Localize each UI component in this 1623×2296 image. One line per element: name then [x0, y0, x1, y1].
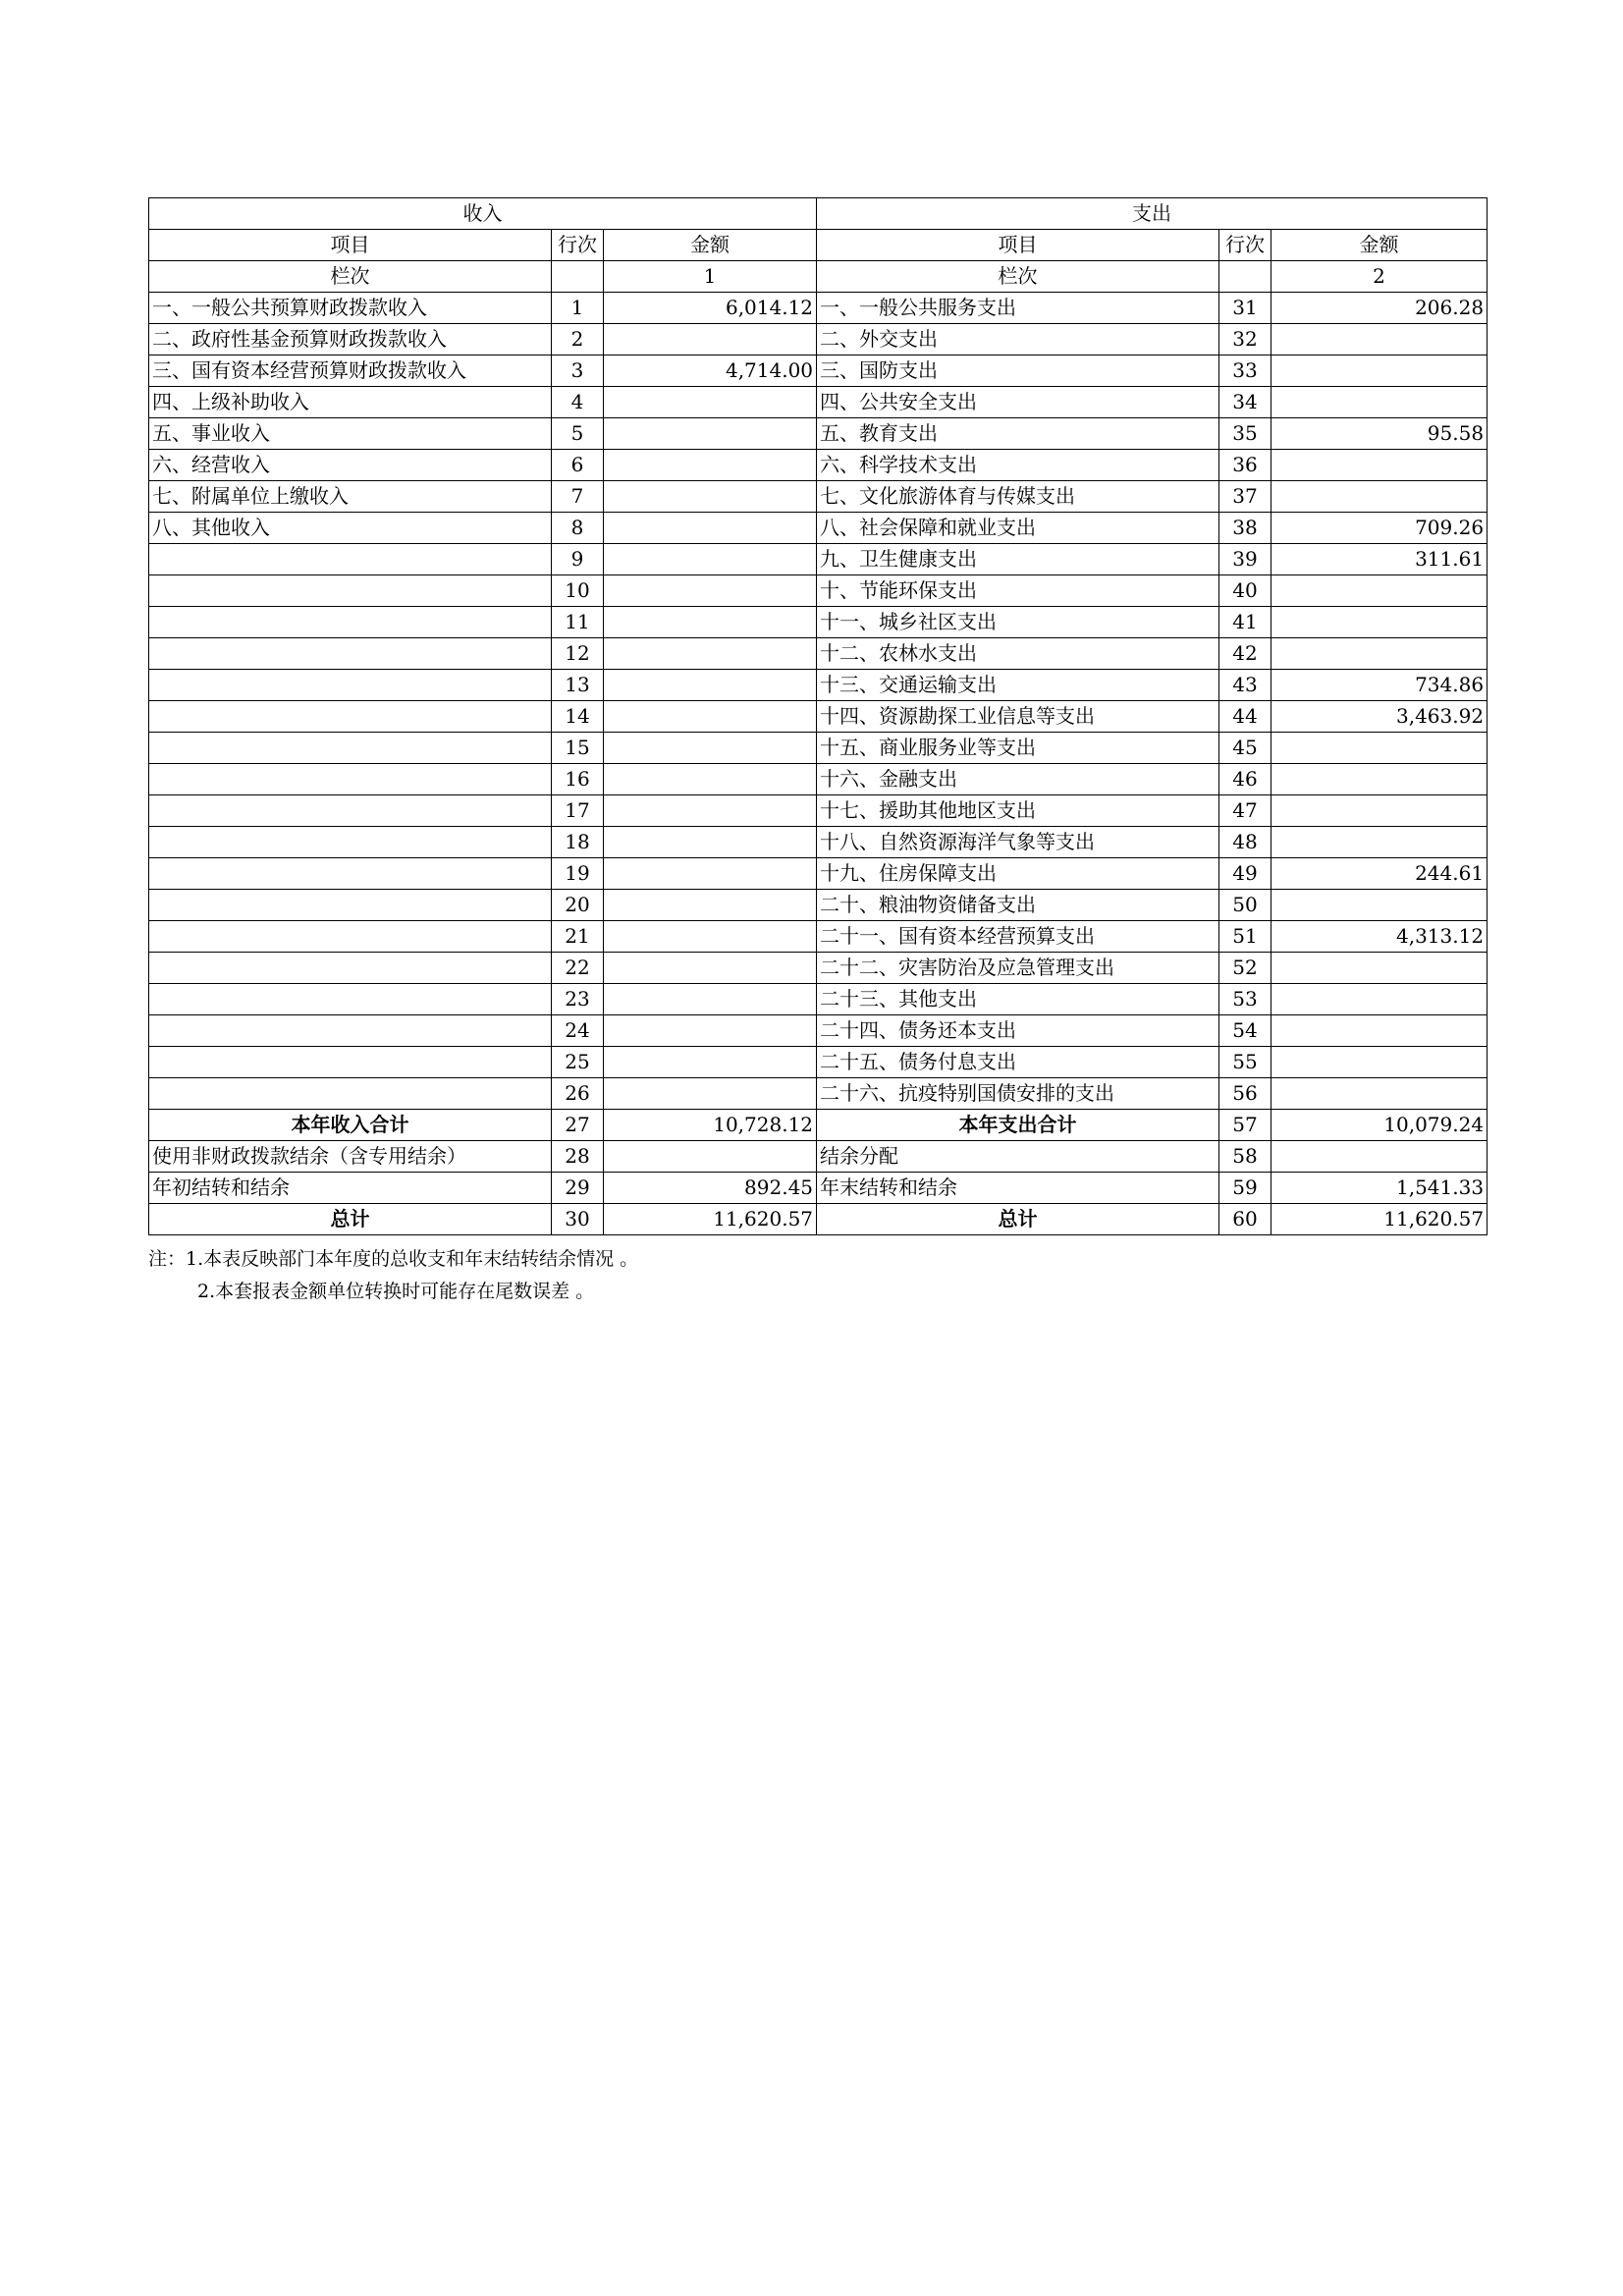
table-row	[149, 764, 1488, 795]
expense-item-name: 八、社会保障和就业支出	[817, 513, 1219, 544]
table-row	[149, 670, 1488, 701]
expense-lanci-label: 栏次	[817, 261, 1219, 293]
income-amount	[604, 513, 817, 544]
expense-item-name: 五、教育支出	[817, 418, 1219, 450]
income-item-name: 五、事业收入	[149, 418, 552, 450]
income-row-no: 10	[552, 575, 604, 607]
table-row	[149, 921, 1488, 953]
income-row-no: 12	[552, 638, 604, 670]
expense-row-no-header: 行次	[1219, 230, 1271, 261]
expense-item-name: 二十三、其他支出	[817, 984, 1219, 1015]
table-row	[149, 701, 1488, 733]
expense-amount: 11,620.57	[1271, 1204, 1488, 1235]
income-amount: 6,014.12	[604, 293, 817, 324]
income-item-name	[149, 858, 552, 890]
income-item-name	[149, 1078, 552, 1110]
income-amount	[604, 858, 817, 890]
income-row-no: 21	[552, 921, 604, 953]
income-amount: 10,728.12	[604, 1110, 817, 1141]
income-amount	[604, 670, 817, 701]
income-item-name: 年初结转和结余	[149, 1173, 552, 1204]
expense-row-no: 39	[1219, 544, 1271, 575]
expense-section-title: 支出	[817, 198, 1488, 230]
income-item-name: 一、一般公共预算财政拨款收入	[149, 293, 552, 324]
expense-row-no: 57	[1219, 1110, 1271, 1141]
income-expense-table	[148, 197, 1488, 1235]
expense-item-name: 一、一般公共服务支出	[817, 293, 1219, 324]
income-row-no: 3	[552, 355, 604, 387]
income-row-no: 4	[552, 387, 604, 418]
income-amount: 892.45	[604, 1173, 817, 1204]
income-item-name	[149, 764, 552, 795]
expense-item-name: 总计	[817, 1204, 1219, 1235]
expense-amount	[1271, 1015, 1488, 1047]
income-amount	[604, 890, 817, 921]
expense-item-name: 三、国防支出	[817, 355, 1219, 387]
expense-item-name: 二十四、债务还本支出	[817, 1015, 1219, 1047]
expense-row-no: 32	[1219, 324, 1271, 355]
expense-amount: 206.28	[1271, 293, 1488, 324]
column-header-row	[149, 230, 1488, 261]
table-row	[149, 795, 1488, 827]
table-row	[149, 387, 1488, 418]
income-item-name	[149, 827, 552, 858]
expense-item-name: 二十一、国有资本经营预算支出	[817, 921, 1219, 953]
income-amount: 11,620.57	[604, 1204, 817, 1235]
income-row-no: 20	[552, 890, 604, 921]
income-item-name	[149, 733, 552, 764]
expense-amount	[1271, 764, 1488, 795]
table-row	[149, 607, 1488, 638]
income-section-title: 收入	[149, 198, 817, 230]
income-row-no: 30	[552, 1204, 604, 1235]
income-amount	[604, 733, 817, 764]
expense-row-no: 36	[1219, 450, 1271, 481]
table-row	[149, 355, 1488, 387]
expense-amount: 10,079.24	[1271, 1110, 1488, 1141]
income-lanci-label: 栏次	[149, 261, 552, 293]
income-item-name	[149, 890, 552, 921]
expense-row-no: 48	[1219, 827, 1271, 858]
income-amount	[604, 701, 817, 733]
income-row-no: 6	[552, 450, 604, 481]
grand-total-row	[149, 1204, 1488, 1235]
table-row	[149, 1078, 1488, 1110]
income-amount	[604, 607, 817, 638]
income-row-no: 7	[552, 481, 604, 513]
expense-item-name: 二十五、债务付息支出	[817, 1047, 1219, 1078]
income-amount	[604, 450, 817, 481]
income-amount-header: 金额	[604, 230, 817, 261]
expense-item-name: 四、公共安全支出	[817, 387, 1219, 418]
expense-row-no: 52	[1219, 953, 1271, 984]
table-row	[149, 858, 1488, 890]
table-row	[149, 984, 1488, 1015]
expense-amount	[1271, 481, 1488, 513]
expense-amount: 311.61	[1271, 544, 1488, 575]
income-item-name	[149, 953, 552, 984]
income-item-name	[149, 795, 552, 827]
expense-amount: 734.86	[1271, 670, 1488, 701]
income-amount	[604, 575, 817, 607]
table-row	[149, 513, 1488, 544]
expense-row-no: 49	[1219, 858, 1271, 890]
income-item-name	[149, 607, 552, 638]
income-row-no: 13	[552, 670, 604, 701]
expense-column-index: 2	[1271, 261, 1488, 293]
expense-amount	[1271, 733, 1488, 764]
income-row-no: 5	[552, 418, 604, 450]
income-amount	[604, 1047, 817, 1078]
income-item-name	[149, 921, 552, 953]
expense-amount: 244.61	[1271, 858, 1488, 890]
income-lanci-blank	[552, 261, 604, 293]
expense-item-name: 十三、交通运输支出	[817, 670, 1219, 701]
expense-amount	[1271, 795, 1488, 827]
income-item-name	[149, 1015, 552, 1047]
expense-row-no: 37	[1219, 481, 1271, 513]
income-row-no: 9	[552, 544, 604, 575]
expense-amount	[1271, 607, 1488, 638]
income-row-no: 11	[552, 607, 604, 638]
income-item-name	[149, 984, 552, 1015]
income-row-no: 23	[552, 984, 604, 1015]
expense-amount	[1271, 575, 1488, 607]
income-row-no: 27	[552, 1110, 604, 1141]
income-item-name	[149, 1047, 552, 1078]
income-item-name: 八、其他收入	[149, 513, 552, 544]
income-amount	[604, 764, 817, 795]
table-row	[149, 1015, 1488, 1047]
expense-amount	[1271, 1141, 1488, 1173]
income-item-name: 七、附属单位上缴收入	[149, 481, 552, 513]
table-row	[149, 324, 1488, 355]
income-amount	[604, 1141, 817, 1173]
income-row-no: 14	[552, 701, 604, 733]
expense-row-no: 46	[1219, 764, 1271, 795]
income-item-name	[149, 575, 552, 607]
income-item-name: 三、国有资本经营预算财政拨款收入	[149, 355, 552, 387]
table-row	[149, 1141, 1488, 1173]
table-row	[149, 638, 1488, 670]
expense-row-no: 45	[1219, 733, 1271, 764]
expense-amount	[1271, 984, 1488, 1015]
income-amount	[604, 795, 817, 827]
expense-row-no: 44	[1219, 701, 1271, 733]
income-amount	[604, 953, 817, 984]
expense-amount-header: 金额	[1271, 230, 1488, 261]
expense-row-no: 42	[1219, 638, 1271, 670]
expense-item-name: 十八、自然资源海洋气象等支出	[817, 827, 1219, 858]
income-item-name: 使用非财政拨款结余（含专用结余）	[149, 1141, 552, 1173]
expense-item-name: 十一、城乡社区支出	[817, 607, 1219, 638]
expense-item-name: 二、外交支出	[817, 324, 1219, 355]
income-row-no: 15	[552, 733, 604, 764]
expense-row-no: 38	[1219, 513, 1271, 544]
income-item-name	[149, 638, 552, 670]
note-line-1: 注：1.本表反映部门本年度的总收支和年末结转结余情况 。	[148, 1248, 639, 1270]
income-row-no: 25	[552, 1047, 604, 1078]
expense-row-no: 31	[1219, 293, 1271, 324]
income-amount	[604, 387, 817, 418]
expense-amount	[1271, 638, 1488, 670]
expense-row-no: 35	[1219, 418, 1271, 450]
income-amount	[604, 544, 817, 575]
section-header-row	[149, 198, 1488, 230]
income-amount	[604, 324, 817, 355]
expense-item-name: 九、卫生健康支出	[817, 544, 1219, 575]
income-row-no: 19	[552, 858, 604, 890]
income-amount	[604, 827, 817, 858]
income-row-no: 22	[552, 953, 604, 984]
income-item-name: 四、上级补助收入	[149, 387, 552, 418]
note-line-2: 2.本套报表金额单位转换时可能存在尾数误差 。	[197, 1281, 595, 1302]
income-row-no: 16	[552, 764, 604, 795]
expense-item-name: 本年支出合计	[817, 1110, 1219, 1141]
table-row	[149, 575, 1488, 607]
table-row	[149, 418, 1488, 450]
expense-amount: 3,463.92	[1271, 701, 1488, 733]
income-column-index: 1	[604, 261, 817, 293]
table-row	[149, 293, 1488, 324]
expense-item-name: 十四、资源勘探工业信息等支出	[817, 701, 1219, 733]
table-notes	[148, 1243, 1487, 1308]
table-row	[149, 1173, 1488, 1204]
expense-item-name: 年末结转和结余	[817, 1173, 1219, 1204]
expense-item-name: 六、科学技术支出	[817, 450, 1219, 481]
income-row-no: 8	[552, 513, 604, 544]
income-amount	[604, 1078, 817, 1110]
expense-row-no: 53	[1219, 984, 1271, 1015]
income-amount	[604, 984, 817, 1015]
expense-amount	[1271, 387, 1488, 418]
expense-item-name: 二十、粮油物资储备支出	[817, 890, 1219, 921]
table-row	[149, 890, 1488, 921]
subtotal-row	[149, 1110, 1488, 1141]
expense-row-no: 51	[1219, 921, 1271, 953]
income-row-no: 29	[552, 1173, 604, 1204]
income-item-header: 项目	[149, 230, 552, 261]
income-item-name: 六、经营收入	[149, 450, 552, 481]
income-expense-report	[148, 197, 1487, 1308]
expense-item-name: 十、节能环保支出	[817, 575, 1219, 607]
expense-item-name: 二十六、抗疫特别国债安排的支出	[817, 1078, 1219, 1110]
table-row	[149, 450, 1488, 481]
income-amount	[604, 1015, 817, 1047]
expense-item-name: 结余分配	[817, 1141, 1219, 1173]
expense-row-no: 55	[1219, 1047, 1271, 1078]
income-item-name: 二、政府性基金预算财政拨款收入	[149, 324, 552, 355]
expense-row-no: 59	[1219, 1173, 1271, 1204]
expense-item-name: 十九、住房保障支出	[817, 858, 1219, 890]
expense-amount	[1271, 890, 1488, 921]
expense-row-no: 58	[1219, 1141, 1271, 1173]
expense-row-no: 40	[1219, 575, 1271, 607]
expense-row-no: 34	[1219, 387, 1271, 418]
expense-amount	[1271, 1047, 1488, 1078]
table-row	[149, 953, 1488, 984]
expense-row-no: 47	[1219, 795, 1271, 827]
expense-row-no: 43	[1219, 670, 1271, 701]
expense-item-name: 十七、援助其他地区支出	[817, 795, 1219, 827]
table-row	[149, 827, 1488, 858]
expense-amount	[1271, 450, 1488, 481]
expense-row-no: 60	[1219, 1204, 1271, 1235]
expense-row-no: 41	[1219, 607, 1271, 638]
table-row	[149, 544, 1488, 575]
expense-amount	[1271, 953, 1488, 984]
income-amount	[604, 481, 817, 513]
expense-amount	[1271, 355, 1488, 387]
income-row-no: 2	[552, 324, 604, 355]
expense-amount: 4,313.12	[1271, 921, 1488, 953]
expense-item-name: 七、文化旅游体育与传媒支出	[817, 481, 1219, 513]
expense-amount	[1271, 1078, 1488, 1110]
table-row	[149, 1047, 1488, 1078]
column-index-row	[149, 261, 1488, 293]
table-row	[149, 481, 1488, 513]
expense-row-no: 54	[1219, 1015, 1271, 1047]
income-item-name	[149, 670, 552, 701]
expense-amount	[1271, 324, 1488, 355]
income-amount: 4,714.00	[604, 355, 817, 387]
expense-item-name: 十六、金融支出	[817, 764, 1219, 795]
income-item-name: 本年收入合计	[149, 1110, 552, 1141]
expense-amount: 1,541.33	[1271, 1173, 1488, 1204]
expense-amount: 709.26	[1271, 513, 1488, 544]
expense-item-name: 十二、农林水支出	[817, 638, 1219, 670]
income-row-no: 26	[552, 1078, 604, 1110]
expense-lanci-blank	[1219, 261, 1271, 293]
table-row	[149, 733, 1488, 764]
expense-item-name: 二十二、灾害防治及应急管理支出	[817, 953, 1219, 984]
income-row-no: 18	[552, 827, 604, 858]
income-row-no: 28	[552, 1141, 604, 1173]
expense-row-no: 56	[1219, 1078, 1271, 1110]
expense-item-name: 十五、商业服务业等支出	[817, 733, 1219, 764]
income-amount	[604, 638, 817, 670]
expense-amount	[1271, 827, 1488, 858]
expense-row-no: 50	[1219, 890, 1271, 921]
income-amount	[604, 921, 817, 953]
income-row-no: 1	[552, 293, 604, 324]
income-row-no: 24	[552, 1015, 604, 1047]
income-amount	[604, 418, 817, 450]
expense-item-header: 项目	[817, 230, 1219, 261]
expense-amount: 95.58	[1271, 418, 1488, 450]
income-item-name: 总计	[149, 1204, 552, 1235]
expense-row-no: 33	[1219, 355, 1271, 387]
income-item-name	[149, 701, 552, 733]
income-row-no-header: 行次	[552, 230, 604, 261]
income-row-no: 17	[552, 795, 604, 827]
income-item-name	[149, 544, 552, 575]
